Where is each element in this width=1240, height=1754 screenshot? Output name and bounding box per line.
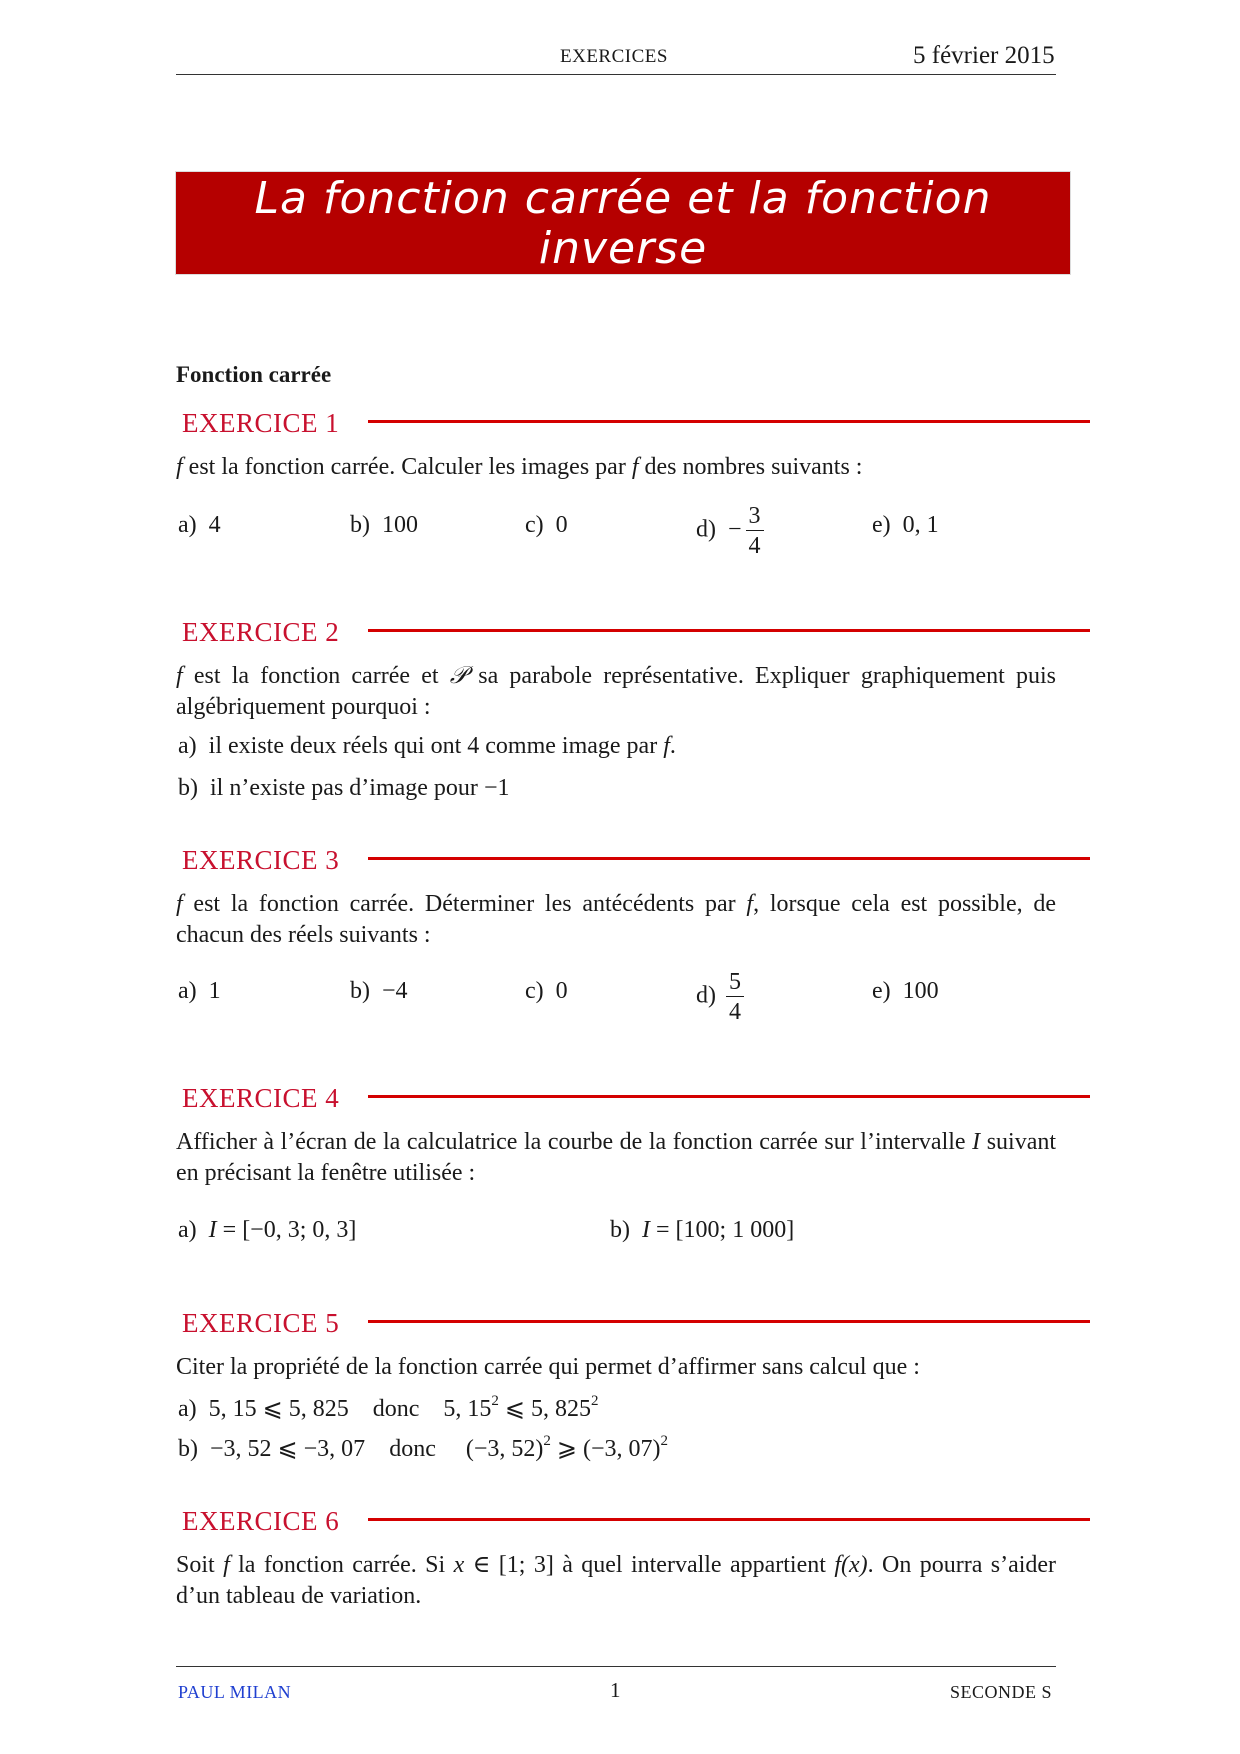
- exercise-4-rule: [368, 1095, 1090, 1098]
- exercise-2-rule: [368, 629, 1090, 632]
- exercise-3-item-e: e) 100: [872, 978, 939, 1004]
- exercise-2-statement: f est la fonction carrée et 𝒫 sa parabole représentative. Expliquer graphiquement puis algébriquement pourquoi :: [176, 663, 1057, 720]
- fraction: $\frac{3}{4}$: [746, 504, 764, 558]
- exercise-2-item-a: a) il existe deux réels qui ont 4 comme image par f.: [178, 733, 676, 759]
- exercise-3-item-d: d) $\frac{5}{4}$: [696, 970, 744, 1024]
- exercise-5-item-a: a) 5, 15 ⩽ 5, 825 donc 5, $15^2$ ⩽ 5, $825^2$: [178, 1393, 599, 1422]
- exercise-5-statement: Citer la propriété de la fonction carrée qui permet d’affirmer sans calcul que :: [176, 1354, 920, 1380]
- exercise-6-title: EXERCICE 6: [182, 1506, 340, 1536]
- exercise-5-item-b: b) −3, 52 ⩽ −3, 07 donc (−3, 52)$^2$ ⩾ (−3, 07)$^2$: [178, 1433, 669, 1462]
- footer-class: SECONDE S: [950, 1682, 1053, 1702]
- exercise-1-item-d: d) − $\frac{3}{4}$: [696, 504, 764, 558]
- exercise-1-rule: [368, 420, 1090, 423]
- fraction: $\frac{5}{4}$: [726, 970, 744, 1024]
- footer-divider: [176, 1666, 1056, 1667]
- section-heading: Fonction carrée: [176, 362, 332, 387]
- exercise-1-title: EXERCICE 1: [182, 408, 340, 438]
- exercise-3-title: EXERCICE 3: [182, 845, 340, 875]
- exercise-3-item-b: b) −4: [350, 978, 408, 1004]
- exercise-1-statement: f est la fonction carrée. Calculer les images par f des nombres suivants :: [176, 454, 863, 480]
- exercise-3-statement: f est la fonction carrée. Déterminer les antécédents par f, lorsque cela est possible, de chacun des réels suivants :: [176, 891, 1057, 948]
- exercise-5-title: EXERCICE 5: [182, 1308, 340, 1338]
- exercise-4-statement: Afficher à l’écran de la calculatrice la courbe de la fonction carrée sur l’intervalle I suivant en précisant la fenêtre utilisée :: [176, 1129, 1057, 1186]
- exercise-4-item-a: a) I = [−0, 3; 0, 3]: [178, 1217, 357, 1243]
- header-date: 5 février 2015: [913, 42, 1055, 69]
- exercise-3-rule: [368, 857, 1090, 860]
- exercise-4-item-b: b) I = [100; 1 000]: [610, 1217, 795, 1243]
- exercise-3-item-a: a) 1: [178, 978, 221, 1004]
- exercise-6-rule: [368, 1518, 1090, 1521]
- footer-author: PAUL MILAN: [178, 1682, 292, 1702]
- exercise-6-statement: Soit f la fonction carrée. Si x ∈ [1; 3] à quel intervalle appartient f(x). On pourra s’aider d’un tableau de variation.: [176, 1552, 1057, 1609]
- exercise-2-title: EXERCICE 2: [182, 617, 340, 647]
- header-divider: [176, 74, 1056, 75]
- header-section-label: EXERCICES: [560, 46, 668, 67]
- exercise-1-item-b: b) 100: [350, 512, 418, 538]
- exercise-2-item-b: b) il n’existe pas d’image pour −1: [178, 775, 510, 801]
- exercise-4-title: EXERCICE 4: [182, 1083, 340, 1113]
- exercise-1-item-c: c) 0: [525, 512, 568, 538]
- exercise-5-rule: [368, 1320, 1090, 1323]
- exercise-3-item-c: c) 0: [525, 978, 568, 1004]
- page-number: 1: [610, 1678, 621, 1702]
- exercise-1-item-e: e) 0, 1: [872, 512, 939, 538]
- title-banner: [176, 172, 1070, 274]
- page-title: La fonction carrée et la fonction inverse: [254, 173, 992, 274]
- exercise-1-item-a: a) 4: [178, 512, 221, 538]
